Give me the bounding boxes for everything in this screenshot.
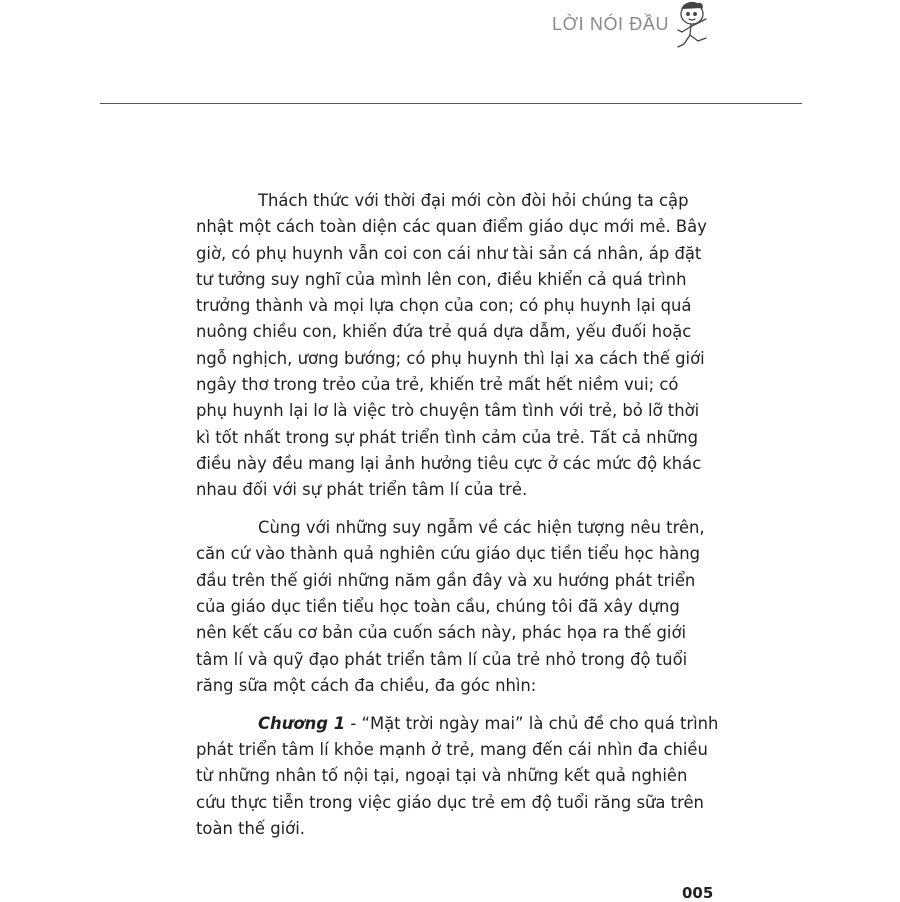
running-boy-mascot-icon [670,0,718,52]
text-line: từ những nhân tố nội tại, ngoại tại và những kết quả nghiên [196,766,688,786]
text-line: ngỗ nghịch, ương bướng; có phụ huynh thì lại xa cách thế giới [196,348,705,368]
paragraph-1 [196,188,713,504]
chapter-label: Chương 1 [258,713,346,733]
chapter-lead: - “Mặt trời ngày mai” là chủ đề cho quá trình [345,713,719,733]
text-line: cứu thực tiễn trong việc giáo dục trẻ em độ tuổi răng sữa trên [196,792,704,812]
text-line: nên kết cấu cơ bản của cuốn sách này, phác họa ra thế giới [196,623,687,643]
text-line: tư tưởng suy nghĩ của mình lên con, điều khiển cả quá trình [196,269,687,289]
text-line: căn cứ vào thành quả nghiên cứu giáo dục tiền tiểu học hàng [196,544,700,564]
text-line: phát triển tâm lí khỏe mạnh ở trẻ, mang đến cái nhìn đa chiều [196,739,708,759]
text-line: đầu trên thế giới những năm gần đây và xu hướng phát triển [196,570,696,590]
text-line: Thách thức với thời đại mới còn đòi hỏi chúng ta cập [258,191,689,210]
text-line: ngây thơ trong trẻo của trẻ, khiến trẻ mất hết niềm vui; có [196,375,679,395]
text-line: tâm lí và quỹ đạo phát triển tâm lí của trẻ nhỏ trong độ tuổi [196,649,688,669]
page-number: 005 [682,884,714,902]
header-divider [100,103,802,104]
header-title: LỜI NÓI ĐẦU [552,14,670,34]
body-text [196,188,719,842]
text-line: Cùng với những suy ngẫm về các hiện tượng nêu trên, [258,518,705,538]
text-line: toàn thế giới. [196,818,305,838]
text-line: của giáo dục tiền tiểu học toàn cầu, chúng tôi đã xây dựng [196,596,680,616]
text-line: nuông chiều con, khiến đứa trẻ quá dựa dẫm, yếu đuối hoặc [196,322,692,342]
paragraph-2 [196,515,713,699]
text-line: nhau đối với sự phát triển tâm lí của trẻ. [196,480,528,500]
text-line: kì tốt nhất trong sự phát triển tình cảm của trẻ. Tất cả những [196,427,699,447]
paragraph-3 [196,711,719,842]
text-line: trưởng thành và mọi lựa chọn của con; có phụ huynh lại quá [196,296,692,316]
text-line: điều này đều mang lại ảnh hưởng tiêu cực ở các mức độ khác [196,453,702,473]
text-line [258,711,719,737]
text-line: nhật một cách toàn diện các quan điểm giáo dục mới mẻ. Bây [196,217,707,237]
text-line: răng sữa một cách đa chiều, đa góc nhìn: [196,675,537,695]
text-line: phụ huynh lại lơ là việc trò chuyện tâm tình với trẻ, bỏ lỡ thời [196,401,700,421]
text-line: giờ, có phụ huynh vẫn coi con cái như tài sản cá nhân, áp đặt [196,243,702,263]
